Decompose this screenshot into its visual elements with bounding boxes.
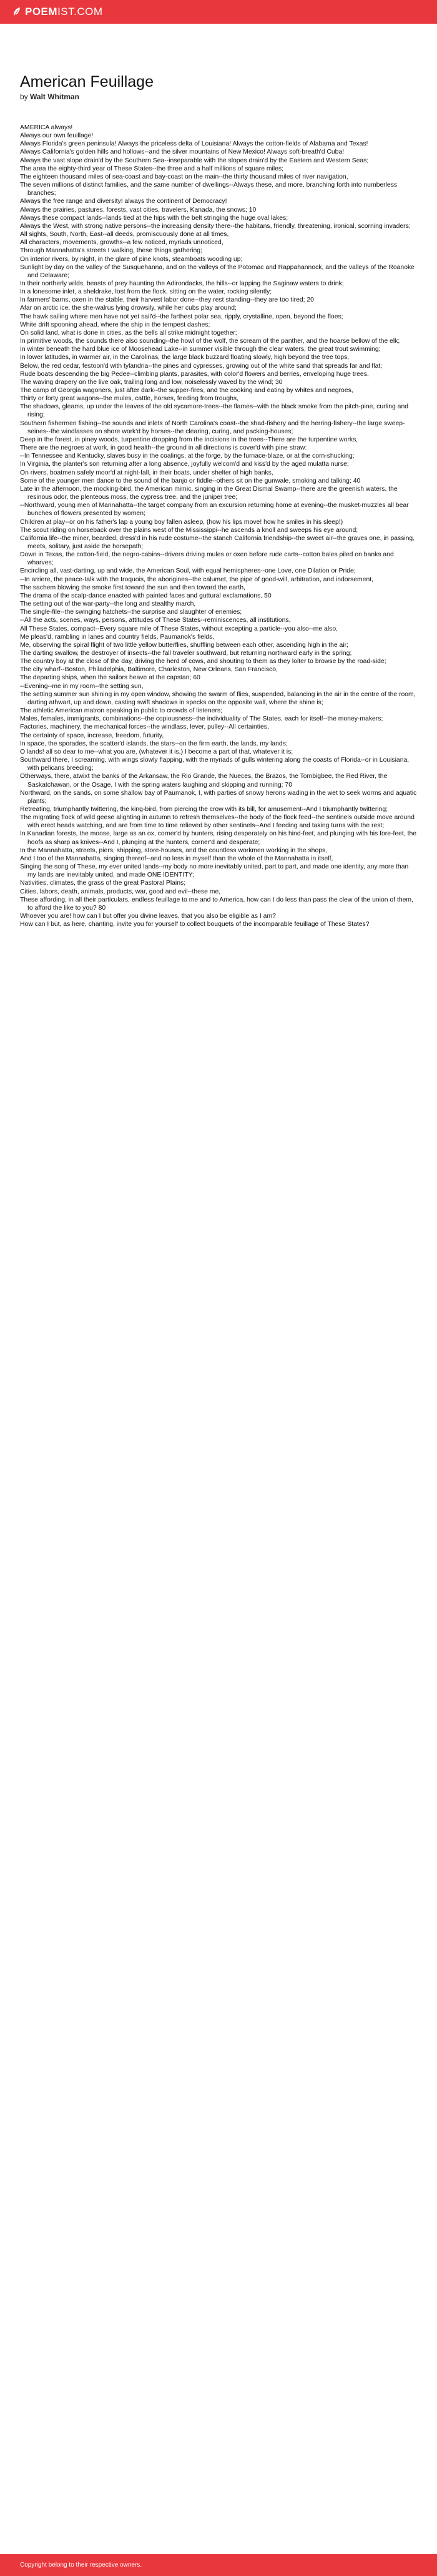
poem-line: Always the West, with strong native persons--the increasing density there--the habitans, friendly, threatening, ironical, scorning invaders;: [20, 222, 411, 230]
poem-line: In winter beneath the hard blue ice of Moosehead Lake--in summer visible through the clear waters, the great trout swimming;: [20, 346, 381, 353]
poem-line: The departing ships, when the sailors heave at the capstan; 60: [20, 674, 200, 682]
poem-line: In lower latitudes, in warmer air, in the Carolinas, the large black buzzard floating slowly, high beyond the tree tops,: [20, 354, 350, 361]
author-name[interactable]: Walt Whitman: [30, 92, 79, 101]
poem-line: The city wharf--Boston, Philadelphia, Baltimore, Charleston, New Orleans, San Francisco,: [20, 666, 278, 674]
poem-line: In farmers' barns, oxen in the stable, their harvest labor done--they rest standing--they are too tired; 20: [20, 297, 314, 304]
poem-line: AMERICA always!: [20, 124, 73, 131]
poem-line: Through Mannahatta's streets I walking, these things gathering;: [20, 247, 202, 255]
site-header: [0, 0, 437, 24]
poem-line: Cities, labors, death, animals, products, war, good and evil--these me,: [20, 888, 221, 895]
poem-line: Me pleas'd, rambling in lanes and country fields, Paumanok's fields,: [20, 633, 215, 641]
poem-line: How can I but, as here, chanting, invite you for yourself to collect bouquets of the incomparable feuillage of These States?: [20, 921, 370, 928]
poem-line: The hawk sailing where men have not yet sail'd--the farthest polar sea, ripply, crystalline, open, beyond the floes;: [20, 313, 343, 320]
poem-line: Children at play--or on his father's lap a young boy fallen asleep, (how his lips move! how he smiles in his sleep!): [20, 518, 343, 526]
logo-light-text: IST.COM: [57, 6, 103, 17]
poem-line: --In Tennessee and Kentucky, slaves busy in the coalings, at the forge, by the furnace-blaze, or at the corn-shucking;: [20, 453, 355, 460]
poem-container: [0, 24, 437, 928]
poem-line: The drama of the scalp-dance enacted with painted faces and guttural exclamations, 50: [20, 592, 272, 599]
poem-line: The camp of Georgia wagoners, just after dark--the supper-fires, and the cooking and eating by whites and negroes,: [20, 387, 353, 394]
poem-byline: [20, 92, 417, 101]
poem-line: The shadows, gleams, up under the leaves of the old sycamore-trees--the flames--with the black smoke from the pitch-pine, curling and rising;: [20, 403, 409, 419]
poem-title: American Feuillage: [20, 73, 154, 91]
poem-line: Sunlight by day on the valley of the Susquehanna, and on the valleys of the Potomac and Rappahannock, and the valleys of the Roanoke and Delaware;: [20, 263, 415, 279]
poem-line: On solid land, what is done in cities, as the bells all strike midnight together;: [20, 329, 237, 337]
poem-line: On interior rivers, by night, in the glare of pine knots, steamboats wooding up;: [20, 255, 243, 263]
poem-line: Deep in the forest, in piney woods, turpentine dropping from the incisions in the trees--There are the turpentine works,: [20, 436, 358, 443]
poem-line: Always Florida's green peninsula! Always the priceless delta of Louisiana! Always the cotton-fields of Alabama and Texas!: [20, 140, 368, 148]
poem-line: All sights, South, North, East--all deeds, promiscuously done at all times,: [20, 231, 229, 238]
poem-line: All These States, compact--Every square mile of These States, without excepting a particle--you also--me also,: [20, 625, 338, 632]
poem-line: The athletic American matron speaking in public to crowds of listeners;: [20, 707, 222, 715]
poem-line: Southward there, I screaming, with wings slowly flapping, with the myriads of gulls wintering along the coasts of Florida--or in Louisiana, with pelicans breeding;: [20, 757, 410, 772]
poem-line: Always California's golden hills and hollows--and the silver mountains of New Mexico! Always soft-breath'd Cuba!: [20, 149, 345, 156]
poem-line: Whoever you are! how can I but offer you divine leaves, that you also be eligible as I am?: [20, 913, 276, 920]
poem-line: The sachem blowing the smoke first toward the sun and then toward the earth,: [20, 584, 245, 591]
poem-line: Some of the younger men dance to the sound of the banjo or fiddle--others sit on the gunwale, smoking and talking; 40: [20, 477, 361, 484]
poem-line: The eighteen thousand miles of sea-coast and bay-coast on the main--the thirty thousand miles of river navigation,: [20, 173, 348, 180]
poem-line: Always these compact lands--lands tied at the hips with the belt stringing the huge oval lakes;: [20, 214, 288, 222]
poem-line: The country boy at the close of the day, driving the herd of cows, and shouting to them as they loiter to browse by the road-side;: [20, 658, 386, 666]
logo-bold-text: POEM: [25, 6, 58, 17]
poem-line: Always the free range and diversity! always the continent of Democracy!: [20, 198, 227, 205]
poem-line: Otherways, there, atwixt the banks of the Arkansaw, the Rio Grande, the Nueces, the Brazos, the Tombigbee, the Red River, the Saskatchawan, or the Osage, I with the spring waters laughing and skipping and running; 70: [20, 773, 388, 789]
poem-line: The certainty of space, increase, freedom, futurity,: [20, 732, 164, 739]
poem-line: Rude boats descending the big Pedee--climbing plants, parasites, with color'd flowers and berries, enveloping huge trees,: [20, 370, 369, 378]
poem-line: --Evening--me in my room--the setting sun,: [20, 682, 144, 690]
poem-line: --In arriere, the peace-talk with the Iroquois, the aborigines--the calumet, the pipe of good-will, arbitration, and indorsement,: [20, 576, 374, 583]
poem-line: These affording, in all their particulars, endless feuillage to me and to America, how can I do less than pass the clew of the union of them, to afford the like to you? 80: [20, 896, 413, 912]
poem-line: In their northerly wilds, beasts of prey haunting the Adirondacks, the hills--or lapping the Saginaw waters to drink;: [20, 280, 344, 287]
poem-line: There are the negroes at work, in good health--the ground in all directions is cover'd with pine straw:: [20, 445, 307, 452]
poem-line: Thirty or forty great wagons--the mules, cattle, horses, feeding from troughs,: [20, 395, 238, 403]
poem-line: Always our own feuillage!: [20, 132, 94, 140]
poem-line: Encircling all, vast-darting, up and wide, the American Soul, with equal hemispheres--one Love, one Dilation or Pride;: [20, 568, 356, 575]
poem-line: Afar on arctic ice, the she-walrus lying drowsily, while her cubs play around;: [20, 305, 237, 312]
poem-line: White drift spooning ahead, where the ship in the tempest dashes;: [20, 321, 210, 328]
poem-line: Below, the red cedar, festoon'd with tylandria--the pines and cypresses, growing out of the white sand that spreads far and flat;: [20, 362, 383, 370]
poem-line: Down in Texas, the cotton-field, the negro-cabins--drivers driving mules or oxen before rude carts--cotton bales piled on banks and wharves;: [20, 551, 394, 567]
poem-line: And I too of the Mannahatta, singing thereof--and no less in myself than the whole of the Mannahatta in itself,: [20, 855, 333, 862]
poem-line: In Kanadian forests, the moose, large as an ox, corner'd by hunters, rising desperately on his hind-feet, and plunging with his fore-feet, the hoofs as sharp as knives--And I, plunging at the hunters, corner'd and desperate;: [20, 830, 417, 846]
poem-line: The darting swallow, the destroyer of insects--the fall traveler southward, but returning northward early in the spring;: [20, 650, 352, 657]
poem-line: Always the prairies, pastures, forests, vast cities, travelers, Kanada, the snows; 10: [20, 206, 257, 214]
site-logo[interactable]: [25, 6, 103, 18]
poem-line: Retreating, triumphantly twittering, the king-bird, from piercing the crow with its bill, for amusement--And I triumphantly twittering;: [20, 805, 388, 813]
poem-line: In Virginia, the planter's son returning after a long absence, joyfully welcom'd and kiss'd by the aged mulatta nurse;: [20, 461, 349, 468]
poem-line: The single-file--the swinging hatchets--the surprise and slaughter of enemies;: [20, 609, 242, 616]
poem-line: --Northward, young men of Mannahatta--the target company from an excursion returning home at evening--the musket-muzzles all bear bunches of flowers presented by women;: [20, 502, 409, 518]
site-footer: [0, 2554, 437, 2576]
feather-quill-icon: [12, 7, 21, 17]
poem-line: The waving drapery on the live oak, trailing long and low, noiselessly waved by the wind; 30: [20, 378, 283, 386]
poem-line: Southern fishermen fishing--the sounds and inlets of North Carolina's coast--the shad-fishery and the herring-fishery--the large sweep-seines--the windlasses on shore work'd by horses--the clearing, curing, and packing-houses;: [20, 420, 405, 435]
poem-line: Always the vast slope drain'd by the Southern Sea--inseparable with the slopes drain'd by the Eastern and Western Seas;: [20, 157, 369, 164]
poem-line: Northward, on the sands, on some shallow bay of Paumanok, I, with parties of snowy herons wading in the wet to seek worms and aquatic plants;: [20, 789, 417, 805]
poem-line: All characters, movements, growths--a few noticed, myriads unnoticed,: [20, 239, 223, 247]
poem-line: Factories, machinery, the mechanical forces--the windlass, lever, pulley--All certainties,: [20, 724, 269, 731]
poem-body: [20, 124, 417, 928]
poem-line: Late in the afternoon, the mocking-bird, the American mimic, singing in the Great Dismal Swamp--there are the greenish waters, the resinous odor, the plenteous moss, the cypress tree, and the juniper tree;: [20, 485, 398, 501]
poem-line: In the Mannahatta, streets, piers, shipping, store-houses, and the countless workmen working in the shops,: [20, 847, 328, 854]
poem-line: --All the acts, scenes, ways, persons, attitudes of These States--reminiscences, all institutions,: [20, 617, 291, 624]
poem-line: Singing the song of These, my ever united lands--my body no more inevitably united, part to part, and made one identity, any more than my lands are inevitably united, and made ONE IDENTITY;: [20, 863, 409, 879]
poem-line: Nativities, climates, the grass of the great Pastoral Plains;: [20, 880, 186, 887]
poem-line: The scout riding on horseback over the plains west of the Mississippi--he ascends a knoll and sweeps his eye around;: [20, 526, 358, 534]
poem-line: California life--the miner, bearded, dress'd in his rude costume--the stanch California friendship--the sweet air--the graves one, in passing, meets, solitary, just aside the horsepath;: [20, 534, 415, 550]
byline-prefix: by: [20, 92, 28, 101]
poem-line: In a lonesome inlet, a sheldrake, lost from the flock, sitting on the water, rocking silently;: [20, 288, 272, 296]
poem-line: O lands! all so dear to me--what you are, (whatever it is,) I become a part of that, whatever it is;: [20, 748, 293, 755]
poem-line: In primitive woods, the sounds there also sounding--the howl of the wolf, the scream of the panther, and the hoarse bellow of the elk;: [20, 338, 400, 345]
poem-line: The setting summer sun shining in my open window, showing the swarm of flies, suspended, balancing in the air in the centre of the room, darting athwart, up and down, casting swift shadows in specks on the opposite wall, where the shine is;: [20, 691, 416, 706]
poem-line: The migrating flock of wild geese alighting in autumn to refresh themselves--the body of the flock feed--the sentinels outside move around with erect heads watching, and are from time to time relieved by other sentinels--And I feeding and taking turns with the rest;: [20, 814, 415, 830]
poem-line: The seven millions of distinct families, and the same number of dwellings--Always these, and more, branching forth into numberless branches;: [20, 182, 398, 197]
poem-line: The area the eighty-third year of These States--the three and a half millions of square miles;: [20, 165, 284, 172]
copyright-text: Copyright belong to their respective owners.: [20, 2562, 142, 2569]
poem-line: Males, females, immigrants, combinations--the copiousness--the individuality of The States, each for itself--the money-makers;: [20, 715, 383, 723]
poem-line: The setting out of the war-party--the long and stealthy march,: [20, 601, 196, 608]
poem-line: In space, the sporades, the scatter'd islands, the stars--on the firm earth, the lands, my lands;: [20, 740, 288, 747]
poem-line: Me, observing the spiral flight of two little yellow butterflies, shuffling between each other, ascending high in the air;: [20, 641, 348, 649]
poem-line: On rivers, boatmen safely moor'd at night-fall, in their boats, under shelter of high banks,: [20, 469, 273, 476]
